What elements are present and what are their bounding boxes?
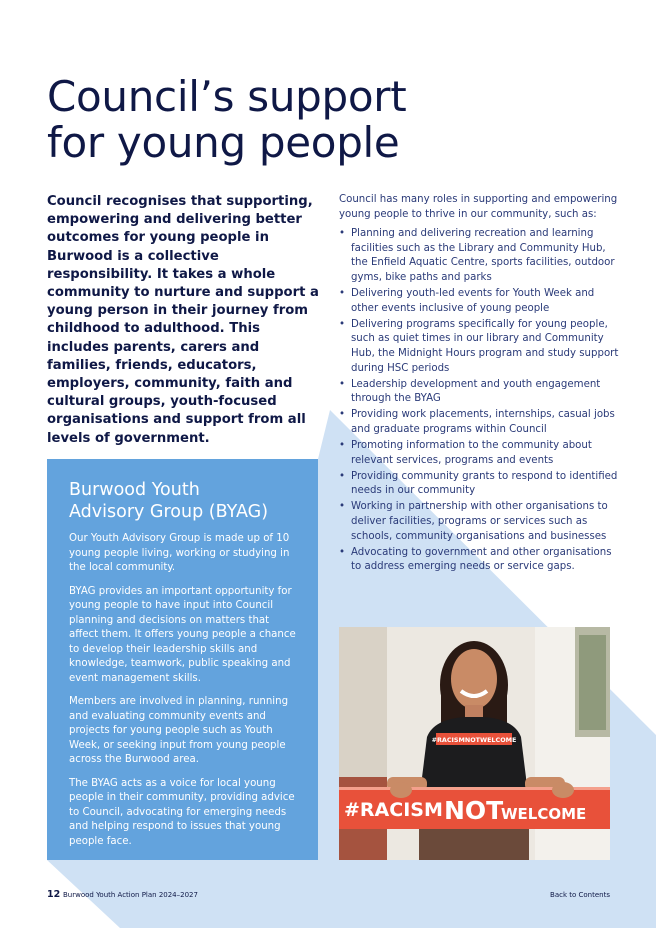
byag-info-box bbox=[47, 459, 318, 860]
bullet-icon: • bbox=[339, 470, 346, 482]
council-roles-lead: Council has many roles in supporting and empowering young people to thrive in our community, such as: bbox=[339, 194, 618, 220]
bullet-icon: • bbox=[339, 288, 346, 300]
bullet-icon: • bbox=[339, 501, 346, 513]
byag-paragraph: Members are involved in planning, running and evaluating community events and projects for young people such as Youth Week, or seeking input from young people across the Burwood area. bbox=[69, 696, 289, 765]
byag-paragraph: Our Youth Advisory Group is made up of 10 young people living, working or studying in the local community. bbox=[69, 533, 290, 573]
list-item: • Advocating to government and other organisations to address emerging needs or service gaps. bbox=[339, 546, 612, 573]
byag-heading: Burwood Youth Advisory Group (BYAG) bbox=[69, 480, 269, 522]
list-item: • Providing community grants to respond to identified needs in our community bbox=[339, 470, 618, 497]
list-item: • Delivering programs specifically for young people, such as quiet times in our library and Community Hub, the Midnight Hours program and study support during HSC periods bbox=[339, 318, 619, 374]
bullet-icon: • bbox=[339, 228, 346, 240]
bullet-icon: • bbox=[339, 318, 346, 330]
shirt-slogan: #RACISMNOTWELCOME bbox=[431, 736, 517, 744]
banner-text-racism: #RACISM bbox=[344, 799, 443, 821]
page-footer bbox=[47, 889, 610, 903]
intro-paragraph: Council recognises that supporting, empowering and delivering better outcomes for young people in Burwood is a collective responsibility. It takes a whole community to nurture and support a young person in their journey from childhood to adulthood. This includes parents, carers and families, friends, educators, employers, community, faith and cultural groups, youth-focused organisations and support from all levels of government. bbox=[47, 194, 319, 446]
list-item: • Working in partnership with other organisations to deliver facilities, programs or services such as schools, community organisations and businesses bbox=[339, 501, 608, 542]
council-roles-section bbox=[339, 193, 619, 576]
council-roles-list bbox=[339, 227, 619, 575]
list-item: • Promoting information to the community about relevant services, programs and events bbox=[339, 440, 592, 466]
list-item: • Providing work placements, internships, casual jobs and graduate programs within Council bbox=[339, 409, 615, 435]
photo-illustration bbox=[339, 627, 610, 860]
page-title-line-2: for young people bbox=[47, 118, 400, 167]
page-title-line-1: Council’s support bbox=[47, 72, 407, 121]
page-title bbox=[47, 74, 507, 166]
byag-paragraph: The BYAG acts as a voice for local young people in their community, providing advice to Council, advocating for emerging needs and helping respond to issues that young people face. bbox=[69, 777, 295, 847]
list-item: • Delivering youth-led events for Youth Week and other events inclusive of young people bbox=[339, 288, 595, 314]
list-item: • Leadership development and youth engagement through the BYAG bbox=[339, 378, 601, 405]
back-to-contents-link[interactable]: Back to Contents bbox=[550, 891, 610, 899]
page-number: 12 bbox=[47, 889, 61, 900]
young-person-photo bbox=[339, 627, 610, 860]
bullet-icon: • bbox=[339, 546, 346, 558]
document-title: Burwood Youth Action Plan 2024–2027 bbox=[63, 891, 198, 899]
list-item: • Planning and delivering recreation and learning facilities such as the Library and Community Hub, the Enfield Aquatic Centre, sports facilities, outdoor gyms, bike paths and parks bbox=[339, 228, 615, 283]
bullet-icon: • bbox=[339, 440, 346, 451]
banner-text-welcome: WELCOME bbox=[501, 805, 587, 823]
byag-paragraph: BYAG provides an important opportunity for young people to have input into Council planning and decisions on matters that affect them. It offers young people a chance to develop their leadership skills and knowledge, teamwork, public speaking and event management skills. bbox=[69, 585, 296, 684]
bullet-icon: • bbox=[339, 378, 346, 390]
banner-text-not: NOT bbox=[444, 796, 504, 825]
bullet-icon: • bbox=[339, 409, 346, 421]
